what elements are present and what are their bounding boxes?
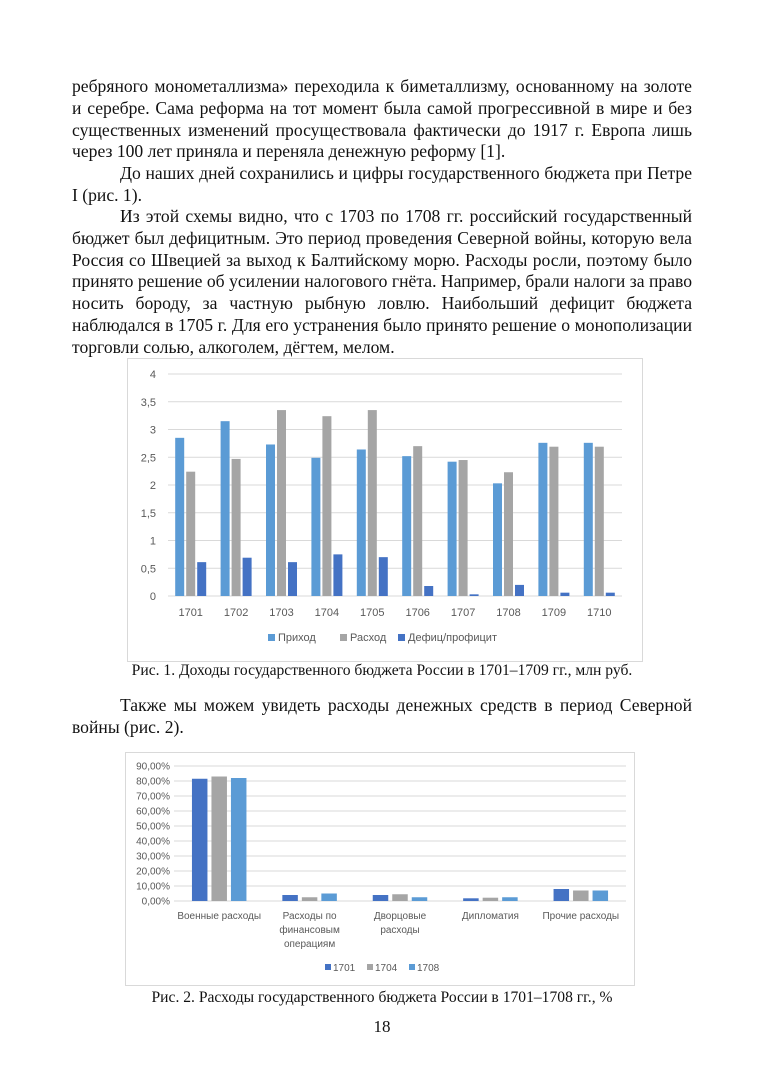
legend-label: 1708 [417,963,440,974]
x-tick-label: 1709 [541,607,567,619]
legend-swatch [340,634,347,641]
x-tick-label: финансовым [279,925,340,936]
y-tick-label: 3,5 [140,396,156,409]
x-tick-label: 1701 [178,607,203,619]
figure-2-caption: Рис. 2. Расходы государственного бюджета России в 1701–1708 гг., % [151,989,613,1006]
bar [321,894,337,902]
y-tick-label: 50,00% [136,821,170,833]
bar [186,472,195,596]
bar [515,585,524,596]
y-tick-label: 90,00% [136,761,170,773]
y-tick-label: 3 [149,424,156,437]
bar [392,894,408,901]
y-tick-label: 10,00% [136,881,170,893]
bar [211,777,227,902]
bar [560,593,569,596]
x-tick-label: 1708 [496,607,521,619]
x-tick-label: 1706 [405,607,430,619]
bar [606,593,615,596]
legend-swatch [398,634,405,641]
y-tick-label: 70,00% [136,791,170,803]
bar [243,558,252,596]
bar [463,898,479,901]
bar [333,554,342,596]
bar [221,421,230,596]
bar [459,460,468,596]
x-tick-label: 1703 [269,607,294,619]
bar [302,897,318,901]
bar [448,462,457,596]
paragraph-4: Также мы можем увидеть расходы денежных средств в период Северной войны (рис. 2). [72,695,692,737]
legend-swatch [409,964,415,970]
bar [288,562,297,596]
legend-label: Дефиц/профицит [408,632,497,644]
y-tick-label: 40,00% [136,836,170,848]
x-tick-label: 1707 [450,607,476,619]
bar [402,456,411,596]
bar [483,898,499,901]
bar [379,557,388,596]
bar [322,416,331,596]
figure-1-chart [127,358,643,662]
bar [192,779,208,901]
y-tick-label: 20,00% [136,866,170,878]
y-tick-label: 1 [149,535,156,548]
x-tick-label: 1710 [587,607,612,619]
expenses-bar-chart [126,753,634,985]
y-tick-label: 0,00% [141,896,170,908]
legend-label: Приход [278,632,316,644]
y-tick-label: 0 [149,591,156,603]
y-tick-label: 2 [149,480,156,492]
x-tick-label: 1705 [360,607,385,619]
bar [413,446,422,596]
bar [573,891,589,902]
legend-swatch [367,964,373,970]
y-tick-label: 1,5 [140,507,156,520]
bar [277,410,286,596]
y-tick-label: 4 [149,369,156,381]
x-tick-label: операциям [283,939,336,950]
bar [549,447,558,596]
legend-label: 1704 [375,963,398,974]
x-tick-label: 1704 [314,607,340,619]
bar [311,458,320,596]
page-number: 18 [373,1017,391,1036]
bar [470,594,479,596]
figure-1-caption: Рис. 1. Доходы государственного бюджета России в 1701–1709 гг., млн руб. [131,662,633,679]
bar [554,889,570,901]
legend-label: Расход [350,632,387,644]
legend-swatch [325,964,331,970]
bar [593,891,609,902]
x-tick-label: расходы [380,925,420,936]
legend-swatch [268,634,275,641]
bar [266,444,275,596]
bar [502,897,518,901]
y-tick-label: 30,00% [136,851,170,863]
bar [282,895,298,901]
bar [175,438,184,596]
bar [368,410,377,596]
budget-bar-chart [128,359,642,661]
bar [584,443,593,596]
x-tick-label: Дипломатия [461,911,519,922]
x-tick-label: Прочие расходы [542,911,620,922]
paragraph-2: До наших дней сохранились и цифры государственного бюджета при Петре I (рис. 1). [72,163,692,205]
bar [357,449,366,596]
x-tick-label: Военные расходы [177,911,262,922]
y-tick-label: 60,00% [136,806,170,818]
x-tick-label: Расходы по [282,911,337,922]
bar [373,895,389,901]
paragraph-1: ребряного монометаллизма» переходила к биметаллизму, основанному на золоте и серебре. Сама реформа на тот момент была самой прогрессивной в мире и без существенных изменений просуществовала фактически до 1917 г. Европа лишь через 100 лет приняла и переняла денежную реформу [1]. [72,76,692,162]
bar [595,447,604,596]
bar [493,483,502,596]
y-tick-label: 2,5 [140,452,156,465]
bar [504,472,513,596]
bar [424,586,433,596]
legend-label: 1701 [333,963,356,974]
bar [197,562,206,596]
paragraph-3: Из этой схемы видно, что с 1703 по 1708 гг. российский государственный бюджет был дефицитным. Это период проведения Северной войны, которую вела Россия со Швецией за выход к Балтийскому морю. Расходы росли, поэтому было принято решение об усилении налогового гнёта. Например, брали налоги за право носить бороду, за частную рыбную ловлю. Наибольший дефицит бюджета наблюдался в 1705 г. Для его устранения было принято решение о монополизации торговли солью, алкоголем, дёгтем, мелом. [72,206,692,357]
bar [412,897,428,901]
bar [232,459,241,596]
x-tick-label: 1702 [223,607,249,619]
figure-2-chart [125,752,635,986]
y-tick-label: 0,5 [140,563,156,576]
bar [231,778,247,901]
y-tick-label: 80,00% [136,776,170,788]
bar [538,443,547,596]
x-tick-label: Дворцовые [373,911,427,922]
